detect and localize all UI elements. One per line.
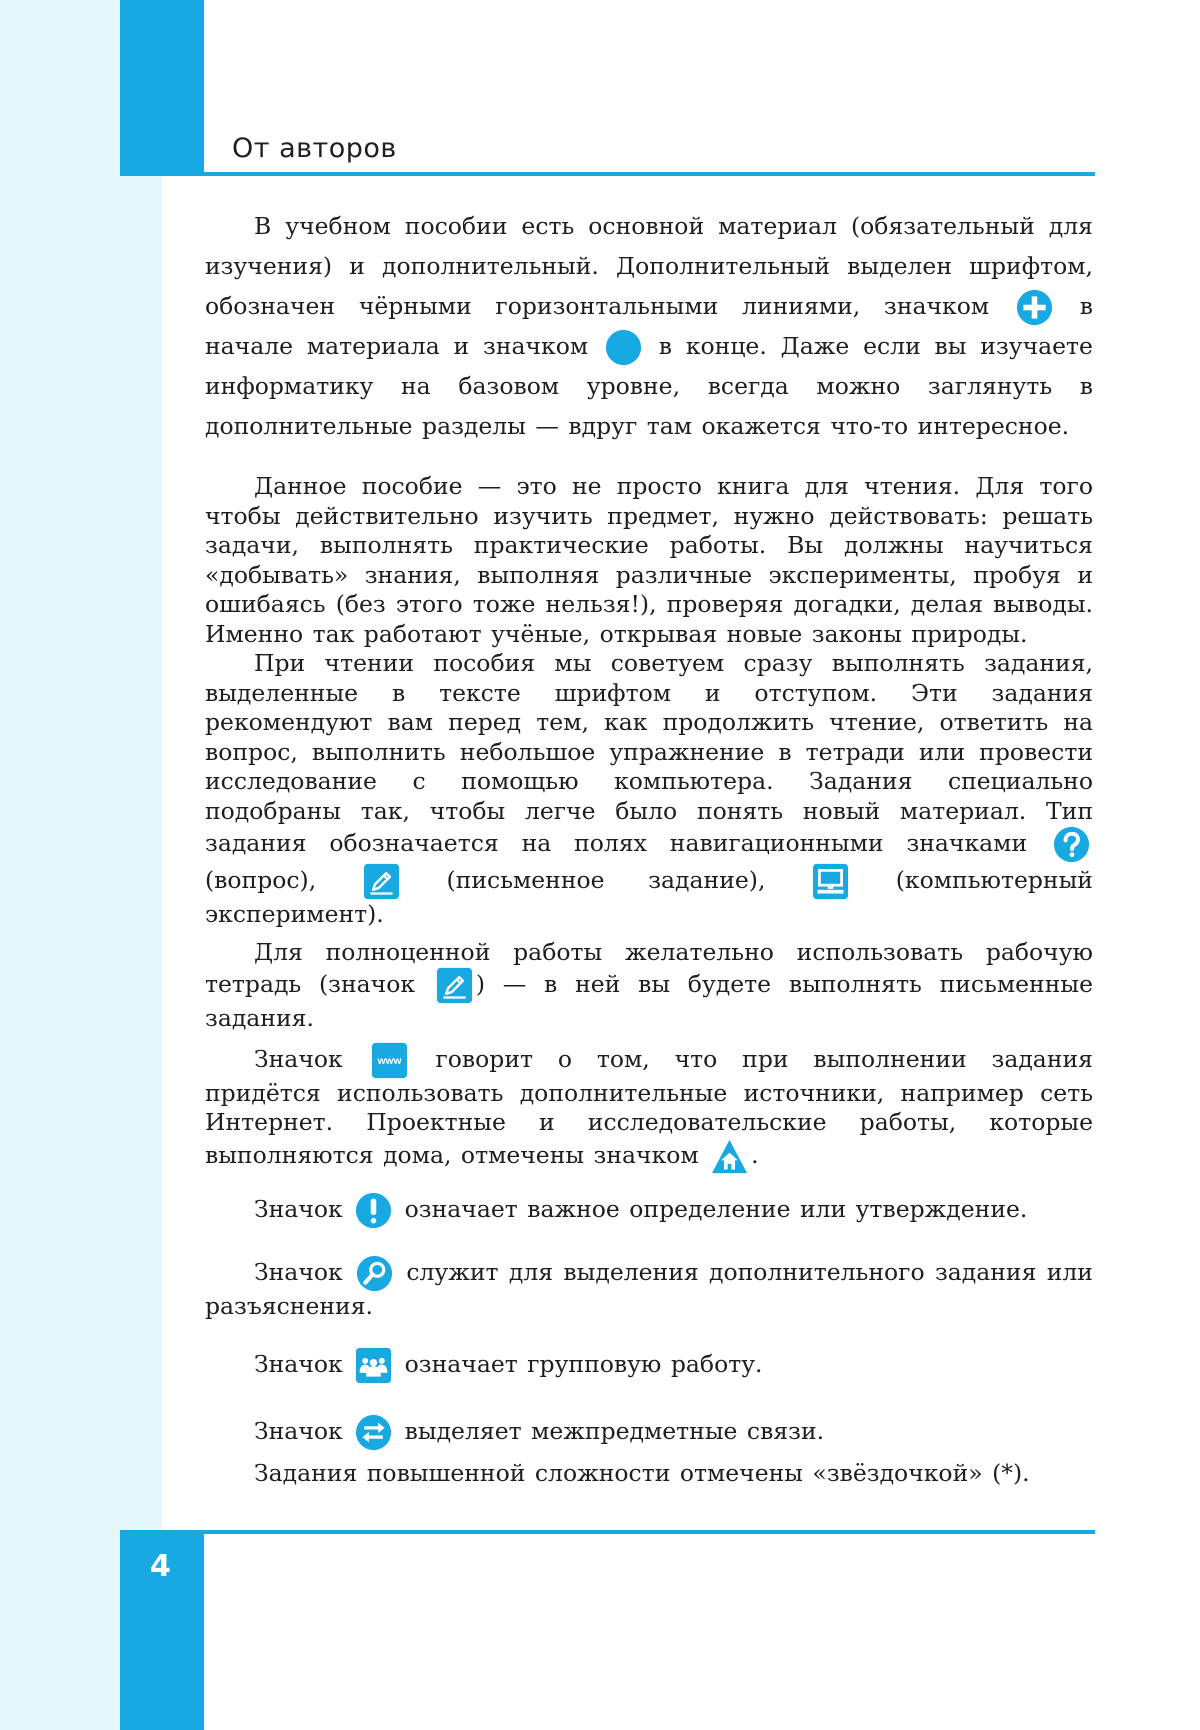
footer-rule	[120, 1530, 1095, 1534]
question-mark-icon	[1053, 826, 1090, 863]
text-segment: (письменное задание),	[446, 866, 766, 894]
text-segment: Значок	[254, 1194, 343, 1223]
text-segment: При чтении пособия мы советуем сразу выполнять задания, выделенные в тексте шрифтом и отступом. Эти задания рекомендуют вам перед тем, как продолжить чтение, ответить на вопрос, выполнить небольшое упражнение в тетради или провести исследование с помощью компьютера. Задания специально подобраны так, чтобы легче было понять новый материал. Тип задания обозначается на полях навигационными значками	[205, 649, 1093, 857]
page-margin-band	[0, 0, 162, 1730]
text-segment: Для полноценной работы желательно использовать рабочую тетрадь (значок	[205, 937, 1093, 998]
group-work-icon	[355, 1347, 392, 1384]
text-segment: Значок	[254, 1257, 343, 1286]
paragraph-additional	[205, 1255, 1093, 1322]
filled-circle-icon	[605, 329, 642, 366]
paragraph-workbook	[205, 938, 1093, 1034]
text-segment: В учебном пособии есть основной материал (обязательный для изучения) и дополнительный. Дополнительный выделен шрифтом, обозначен чёрными горизонтальными линиями, значком	[205, 212, 1093, 320]
house-icon	[711, 1138, 748, 1175]
magnifier-icon	[356, 1255, 393, 1292]
text-segment: в начале материала и значком	[205, 292, 1093, 360]
paragraph-important	[205, 1192, 1093, 1229]
computer-monitor-icon	[812, 863, 849, 900]
paragraph-interdisciplinary	[205, 1414, 1093, 1451]
paragraph-difficulty: Задания повышенной сложности отмечены «звёздочкой» (*).	[254, 1459, 1030, 1487]
paragraph-group	[205, 1347, 1093, 1384]
text-segment: означает важное определение или утверждение.	[404, 1194, 1028, 1223]
header-accent-strip	[120, 0, 204, 176]
text-segment: Значок	[254, 1044, 343, 1073]
text-segment: выделяет межпредметные связи.	[404, 1417, 825, 1445]
text-segment: (вопрос),	[205, 866, 317, 894]
text-segment: (компьютерный эксперимент).	[205, 866, 1093, 928]
page-text	[205, 206, 1093, 1489]
text-segment: Значок	[254, 1417, 343, 1445]
text-segment: в конце. Даже если вы изучаете информатику на базовом уровне, всегда можно заглянуть в дополнительные разделы — вдруг там окажется что-то интересное.	[205, 332, 1093, 440]
page-number: 4	[150, 1549, 171, 1584]
text-segment: .	[751, 1140, 759, 1169]
paragraph-purpose: Данное пособие — это не просто книга для чтения. Для того чтобы действительно изучить предмет, нужно действовать: решать задачи, выполнять практические работы. Вы должны научиться «добывать» знания, выполняя различные эксперименты, пробуя и ошибаясь (без этого тоже нельзя!), проверяя догадки, делая выводы. Именно так работают учёные, открывая новые законы природы.	[205, 472, 1093, 648]
text-segment: ) — в ней вы будете выполнять письменные задания.	[205, 970, 1093, 1032]
paragraph-intro	[205, 206, 1093, 446]
exchange-arrows-icon	[355, 1414, 392, 1451]
www-icon	[371, 1042, 408, 1079]
exclamation-icon	[355, 1192, 392, 1229]
plus-circle-icon	[1016, 289, 1053, 326]
page-title: От авторов	[232, 133, 397, 164]
text-segment: Значок	[254, 1350, 343, 1378]
text-segment: означает групповую работу.	[404, 1350, 763, 1378]
header-rule	[120, 172, 1095, 176]
paragraph-internet	[205, 1042, 1093, 1175]
text-segment: служит для выделения дополнительного задания или разъяснения.	[205, 1257, 1093, 1320]
www-icon-label: www	[377, 1055, 401, 1067]
text-segment: говорит о том, что при выполнении задания придётся использовать дополнительные источники, например сеть Интернет. Проектные и исследовательские работы, которые выполняются дома, отмечены значком	[205, 1044, 1093, 1169]
pencil-icon	[436, 967, 473, 1004]
paragraph-tasks	[205, 649, 1093, 930]
pencil-icon	[363, 863, 400, 900]
